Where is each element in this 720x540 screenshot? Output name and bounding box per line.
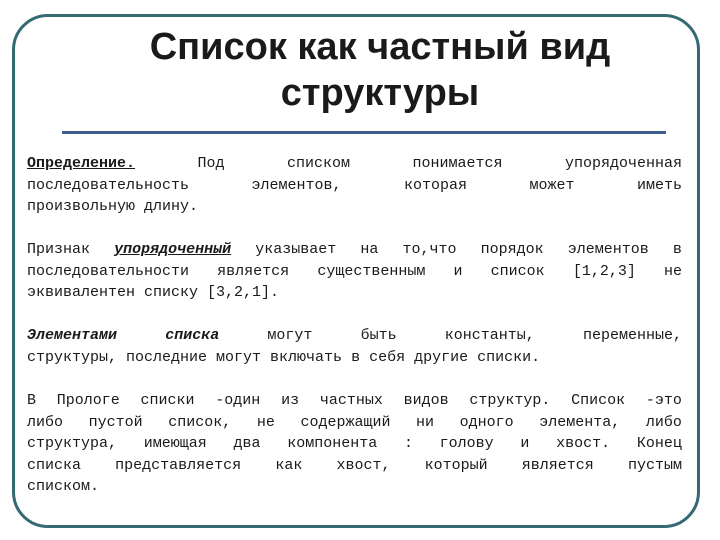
word: список xyxy=(490,262,545,280)
word: не xyxy=(256,413,275,431)
word: понимается xyxy=(412,155,503,172)
word: представляется xyxy=(115,456,242,474)
word: : xyxy=(403,435,413,452)
word: на xyxy=(360,241,379,258)
word: ни xyxy=(416,413,435,431)
list-elements-paragraph xyxy=(27,325,682,368)
word: Список xyxy=(571,392,626,409)
word: структуры, xyxy=(27,348,118,366)
word: в xyxy=(351,348,361,366)
word: эквивалентен xyxy=(27,284,136,301)
text-line xyxy=(27,476,682,498)
word: компонента xyxy=(287,435,378,452)
word: элемента, xyxy=(539,413,621,431)
word: частных xyxy=(319,392,383,409)
title-line-1: Список как частный вид xyxy=(149,26,611,68)
word: В xyxy=(27,392,37,409)
word: структур. xyxy=(469,392,551,409)
word: последовательности xyxy=(27,262,190,280)
word: и xyxy=(520,435,530,452)
word: одного xyxy=(459,413,514,431)
word: списку xyxy=(144,284,199,301)
emphasized-term: Элементами xyxy=(27,327,118,344)
word: хвост. xyxy=(556,435,611,452)
ordered-sign-paragraph xyxy=(27,239,682,304)
word: элементов, xyxy=(251,176,342,194)
text-line xyxy=(27,347,682,369)
title-line-2: структуры xyxy=(280,72,480,114)
word: списка xyxy=(27,456,82,474)
word: включать xyxy=(270,348,343,366)
word: элементов xyxy=(567,241,649,258)
emphasized-term: упорядоченный xyxy=(114,241,232,258)
word: -один xyxy=(215,392,261,409)
text-line xyxy=(27,390,682,412)
text-line xyxy=(27,282,682,304)
word: Под xyxy=(197,155,225,172)
word: является xyxy=(217,262,290,280)
word: из xyxy=(281,392,300,409)
word: список, xyxy=(168,413,232,431)
word: последние xyxy=(126,348,208,366)
word: [3,2,1]. xyxy=(207,284,280,301)
word: хвост, xyxy=(336,456,391,474)
word: содержащий xyxy=(300,413,391,431)
word: -это xyxy=(645,392,682,409)
word: два xyxy=(233,435,261,452)
slide-title xyxy=(60,24,700,116)
word: не xyxy=(663,262,682,280)
text-line xyxy=(27,433,682,455)
word: может xyxy=(529,176,575,194)
text-line xyxy=(27,261,682,283)
title-underline xyxy=(62,131,666,134)
text-line xyxy=(27,175,682,197)
emphasized-term: списка xyxy=(165,327,220,344)
word: списком xyxy=(286,155,350,172)
word: списком. xyxy=(27,478,100,495)
word: видов xyxy=(403,392,449,409)
word: упорядоченная xyxy=(564,155,682,172)
word: как xyxy=(275,456,303,474)
word: который xyxy=(424,456,488,474)
word: либо xyxy=(27,413,64,431)
word: списки xyxy=(140,392,195,409)
word: пустым xyxy=(627,456,682,474)
text-line xyxy=(27,196,682,218)
word: голову xyxy=(439,435,494,452)
word: указывает xyxy=(255,241,337,258)
word: существенным xyxy=(317,262,426,280)
word: быть xyxy=(360,327,397,344)
word: пустой xyxy=(88,413,143,431)
word: длину. xyxy=(144,198,199,215)
word: себя xyxy=(369,348,406,366)
word: списки. xyxy=(477,348,541,366)
word: то,что xyxy=(402,241,457,258)
text-line xyxy=(27,153,682,175)
word: Прологе xyxy=(56,392,120,409)
word: [1,2,3] xyxy=(572,262,636,280)
word: последовательность xyxy=(27,176,190,194)
definition-term: Определение. xyxy=(27,155,136,172)
word: в xyxy=(672,241,682,258)
word: Конец xyxy=(636,435,682,452)
word: другие xyxy=(414,348,469,366)
word: константы, xyxy=(444,327,535,344)
word: является xyxy=(521,456,594,474)
text-line xyxy=(27,412,682,434)
text-line xyxy=(27,239,682,261)
prolog-paragraph xyxy=(27,390,682,498)
word: могут xyxy=(267,327,313,344)
word: либо xyxy=(645,413,682,431)
word: которая xyxy=(403,176,467,194)
word: имеющая xyxy=(143,435,207,452)
word: могут xyxy=(216,348,262,366)
word: иметь xyxy=(636,176,682,194)
word: Признак xyxy=(27,241,91,258)
word: порядок xyxy=(480,241,544,258)
word: произвольную xyxy=(27,198,136,215)
text-line xyxy=(27,325,682,347)
word: и xyxy=(453,262,463,280)
definition-paragraph xyxy=(27,153,682,218)
text-line xyxy=(27,455,682,477)
word: переменные, xyxy=(582,327,682,344)
word: структура, xyxy=(27,435,118,452)
